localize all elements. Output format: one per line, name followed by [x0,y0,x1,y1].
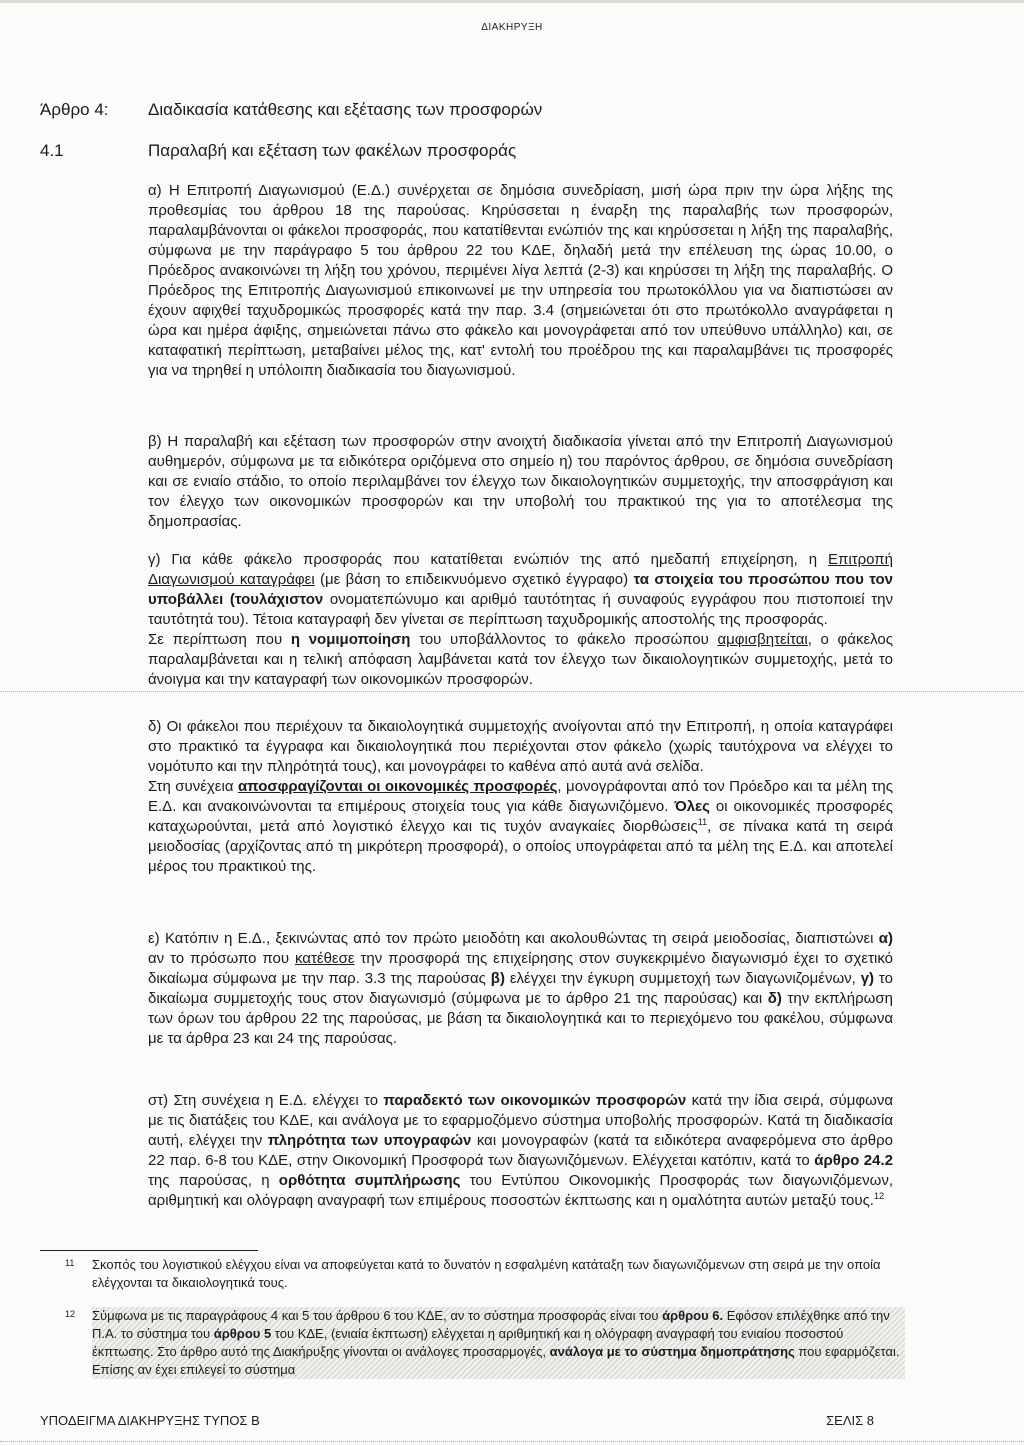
paragraph-a-text: α) Η Επιτροπή Διαγωνισμού (Ε.Δ.) συνέρχεται σε δημόσια συνεδρίαση, μισή ώρα πριν την ώρα λήξης της προθεσμίας του άρθρου 18 της παρούσας. Κηρύσσεται η έναρξη της παραλαβής των προσφορών, παραλαμβάνονται οι φάκελοι προσφοράς, που κατατίθενται ενώπιόν της και κηρύσσεται η λήξη της παραλαβής, σύμφωνα με την παράγραφο 5 του άρθρου 22 του ΚΔΕ, δηλαδή μετά την επέλευση της ώρας 10.00, ο Πρόεδρος ανακοινώνει τη λήξη του χρόνου, περιμένει λίγα λεπτά (2-3) και κηρύσσει τη λήξη της παραλαβής. Ο Πρόεδρος της Επιτροπής Διαγωνισμού επικοινωνεί με την υπηρεσία του πρωτοκόλλου για να διαπιστώσει αν έχουν αφιχθεί ταχυδρομικώς προσφορές κατά την παρ. 3.4 (σημειώνεται ότι στο πρωτόκολλο αναγράφεται η ώρα και ημέρα άφιξης, σημειώνεται πάνω στο φάκελο και μονογράφεται από τον υπεύθυνο υπάλληλο) και, σε καταφατική περίπτωση, μεταβαίνει μέλος της, κατ' εντολή του προέδρου της και παραλαμβάνει τις προσφορές για να τηρηθεί η υπόλοιπη διαδικασία του διαγωνισμού. [148,182,893,379]
section-number: 4.1 [40,141,64,160]
underlined-text: αμφισβητείται [717,631,808,648]
bold-underlined-text: αποσφραγίζονται οι οικονομικές προσφορές [237,778,558,795]
paragraph-c-second [148,630,893,690]
text-run: του Εντύπου Οικονομικής Προσφοράς των διαγωνιζόμενων, αριθμητική και ολόγραφη αναγραφή των επιμέρους ποσοστών έκπτωσης και η ομαλότητα αυτών μεταξύ τους. [148,1172,893,1209]
text-run: την προσφορά της επιχείρησης στον συγκεκριμένο διαγωνισμό έχει το σχετικό δικαίωμα σύμφωνα με την παρ. 3.3 της παρούσας [148,950,894,987]
paragraph-st [148,1091,893,1211]
scan-edge-top [0,0,1024,3]
article-heading [40,100,542,120]
paragraph-d [148,717,893,877]
bold-text: α) [878,930,893,947]
footnote-mark: 11 [65,1258,75,1268]
text-run: γ) Για κάθε φάκελο προσφοράς που κατατίθεται ενώπιόν της από ημεδαπή επιχείρηση, η [148,551,829,568]
paragraph-d-first: δ) Οι φάκελοι που περιέχουν τα δικαιολογητικά συμμετοχής ανοίγονται από την Επιτροπή, η οποία καταγράφει στο πρακτικό τα έγγραφα και δικαιολογητικά που περιέχονται στον φάκελο (χωρίς ταυτόχρονα να ελέγχει το νομότυπο και την πληρότητά τους), και μονογράφει το καθένα από αυτά ανά σελίδα. [148,718,893,775]
paragraph-e-text [148,929,893,1049]
bold-text: ορθότητα συμπλήρωσης [278,1172,461,1189]
bold-text: άρθρου 6. [662,1308,724,1323]
footnote-11 [65,1256,905,1292]
text-run: Εφόσον επιλέχθηκε από την Π.Α. το σύστημα του [92,1308,890,1341]
footnote-12 [65,1307,905,1379]
footnote-text: Σκοπός του λογιστικού ελέγχου είναι να αποφεύγεται κατά το δυνατόν η εσφαλμένη κατάταξη των διαγωνιζόμενων στη σειρά με την οποία ελέγχονται τα δικαιολογητικά τους. [92,1257,881,1290]
article-number: Άρθρο 4: [40,100,109,119]
footnote-ref-11[interactable]: 11 [697,817,708,827]
paragraph-st-text [148,1091,893,1211]
article-title: Διαδικασία κατάθεσης και εξέτασης των προσφορών [148,100,543,119]
bold-text: η νομιμοποίηση [290,631,411,648]
text-run: του υποβάλλοντος το φάκελο προσώπου [410,631,718,648]
footer-page-number: ΣΕΛΙΣ 8 [826,1413,874,1428]
text-run: (με βάση το επιδεικνυόμενο σχετικό έγγραφο) [314,571,634,588]
text-run: ελέγχει την έγκυρη συμμετοχή των διαγωνιζομένων, [504,970,861,987]
section-title: Παραλαβή και εξέταση των φακέλων προσφοράς [148,141,517,160]
text-run: Σε περίπτωση που [148,631,291,648]
bold-text: πληρότητα των υπογραφών [267,1132,472,1149]
footnote-mark: 12 [65,1309,76,1319]
text-run: που εφαρμόζεται. Επίσης αν έχει επιλεγεί το σύστημα [92,1344,900,1377]
footer-document-type: ΥΠΟΔΕΙΓΜΑ ΔΙΑΚΗΡΥΞΗΣ ΤΥΠΟΣ Β [40,1413,260,1428]
text-run: Σύμφωνα με τις παραγράφους 4 και 5 του άρθρου 6 του ΚΔΕ, αν το σύστημα προσφοράς είναι του [92,1308,663,1323]
text-run: της παρούσας, η [148,1172,279,1189]
bold-text: β) [490,970,505,987]
text-run: , σε πίνακα κατά τη σειρά μειοδοσίας (αρχίζοντας από τη μικρότερη προσφορά), ο οποίος υπογράφεται από τα μέλη της Ε.Δ. και αποτελεί μέρος του πρακτικού της. [148,818,893,875]
text-run: στ) Στη συνέχεια η Ε.Δ. ελέγχει το [148,1092,384,1109]
paragraph-a [148,181,893,381]
underlined-text: κατέθεσε [294,950,355,967]
underlined-text: Επιτροπή Διαγωνισμού καταγράφει [148,551,893,588]
paragraph-b-text: β) Η παραλαβή και εξέταση των προσφορών στην ανοιχτή διαδικασία γίνεται από την Επιτροπή Διαγωνισμού αυθημερόν, σύμφωνα με τα ειδικότερα οριζόμενα στο σημείο η) του παρόντος άρθρου, σε δημόσια συνεδρίαση και σε ενιαίο στάδιο, το οποίο περιλαμβάνει τον έλεγχο των δικαιολογητικών συμμετοχής, την αποσφράγιση και τον έλεγχο των οικονομικών προσφορών και την υποβολή του πρακτικού της για το αποτέλεσμα της δημοπρασίας. [148,433,893,530]
text-run: αν το πρόσωπο που [148,950,295,967]
text-run: , ο φάκελος παραλαμβάνεται και η τελική απόφαση λαμβάνεται κατά τον έλεγχο των δικαιολογητικών συμμετοχής, μετά το άνοιγμα και την καταγραφή των οικονομικών προσφορών. [148,631,893,688]
paragraph-d-second [148,777,893,877]
bold-text: παραδεκτό των οικονομικών προσφορών [383,1092,687,1109]
bold-text: ανάλογα με το σύστημα δημοπράτησης [549,1344,795,1359]
footnote-separator [40,1250,258,1251]
text-run: και μονογραφών (κατά τα ειδικότερα αναφερόμενα στο άρθρο 22 παρ. 6-8 του ΚΔΕ, στην Οικονομική Προσφορά των διαγωνιζόμενων. Ελέγχεται κατόπιν, κατά το [148,1132,894,1169]
text-run: του ΚΔΕ, (ενιαία έκπτωση) ελέγχεται η αριθμητική και η ολόγραφη αναγραφή του ενιαίου ποσοστού έκπτωσης. Στο άρθρο αυτό της Διακήρυξης γίνονται οι ανάλογες προσαρμογές, [92,1326,844,1359]
paragraph-c [148,550,893,690]
bold-text: άρθρου 5 [213,1326,272,1341]
text-run: κατά την ίδια σειρά, σύμφωνα με τις διατάξεις του ΚΔΕ, και ανάλογα με το εφαρμοζόμενο σύστημα υποβολής προσφορών. Κατά τη διαδικασία αυτή, ελέγχει την [148,1092,893,1149]
bold-text: δ) [767,990,782,1007]
paragraph-e [148,929,893,1049]
text-run: οι οικονομικές προσφορές καταχωρούνται, μετά από λογιστικό έλεγχο και τις τυχόν αναγκαίες διορθώσεις [148,798,894,835]
section-heading [40,141,516,161]
footnote-text [92,1307,905,1379]
footnote-ref-12[interactable]: 12 [873,1191,884,1201]
bold-text: Όλες [674,798,710,815]
paragraph-b [148,432,893,532]
bold-text: γ) [860,970,875,987]
paragraph-c-first [148,550,893,630]
scan-artifact-line [0,691,1024,692]
text-run: ε) Κατόπιν η Ε.Δ., ξεκινώντας από τον πρώτο μειοδότη και ακολουθώντας τη σειρά μειοδοσίας, διαπιστώνει [148,930,879,947]
text-run: την εκπλήρωση των όρων του άρθρου 22 της παρούσας, με βάση τα δικαιολογητικά και το περιεχόμενο του φακέλου, σύμφωνα με τα άρθρα 23 και 24 της παρούσας. [148,990,893,1047]
text-run: το δικαίωμα συμμετοχής τους στον διαγωνισμό (σύμφωνα με το άρθρο 21 της παρούσας) και [148,970,893,1007]
text-run: , μονογράφονται από τον Πρόεδρο και τα μέλη της Ε.Δ. και ανακοινώνονται τα επιμέρους στοιχεία τους για κάθε διαγωνιζόμενο. [148,778,893,815]
text-run: ονοματεπώνυμο και αριθμό ταυτότητας ή συναφούς εγγράφου που πιστοποιεί την ταυτότητά του). Τέτοια καταγραφή δεν γίνεται σε περίπτωση ταχυδρομικής αποστολής της προσφοράς. [148,591,893,628]
bold-text: τα στοιχεία του προσώπου που τον υποβάλλει (τουλάχιστον [148,571,893,608]
bold-text: άρθρο 24.2 [814,1152,893,1169]
text-run: Στη συνέχεια [148,778,238,795]
scan-edge-bottom [0,1441,1024,1442]
running-header: ΔΙΑΚΗΡΥΞΗ [481,22,543,33]
